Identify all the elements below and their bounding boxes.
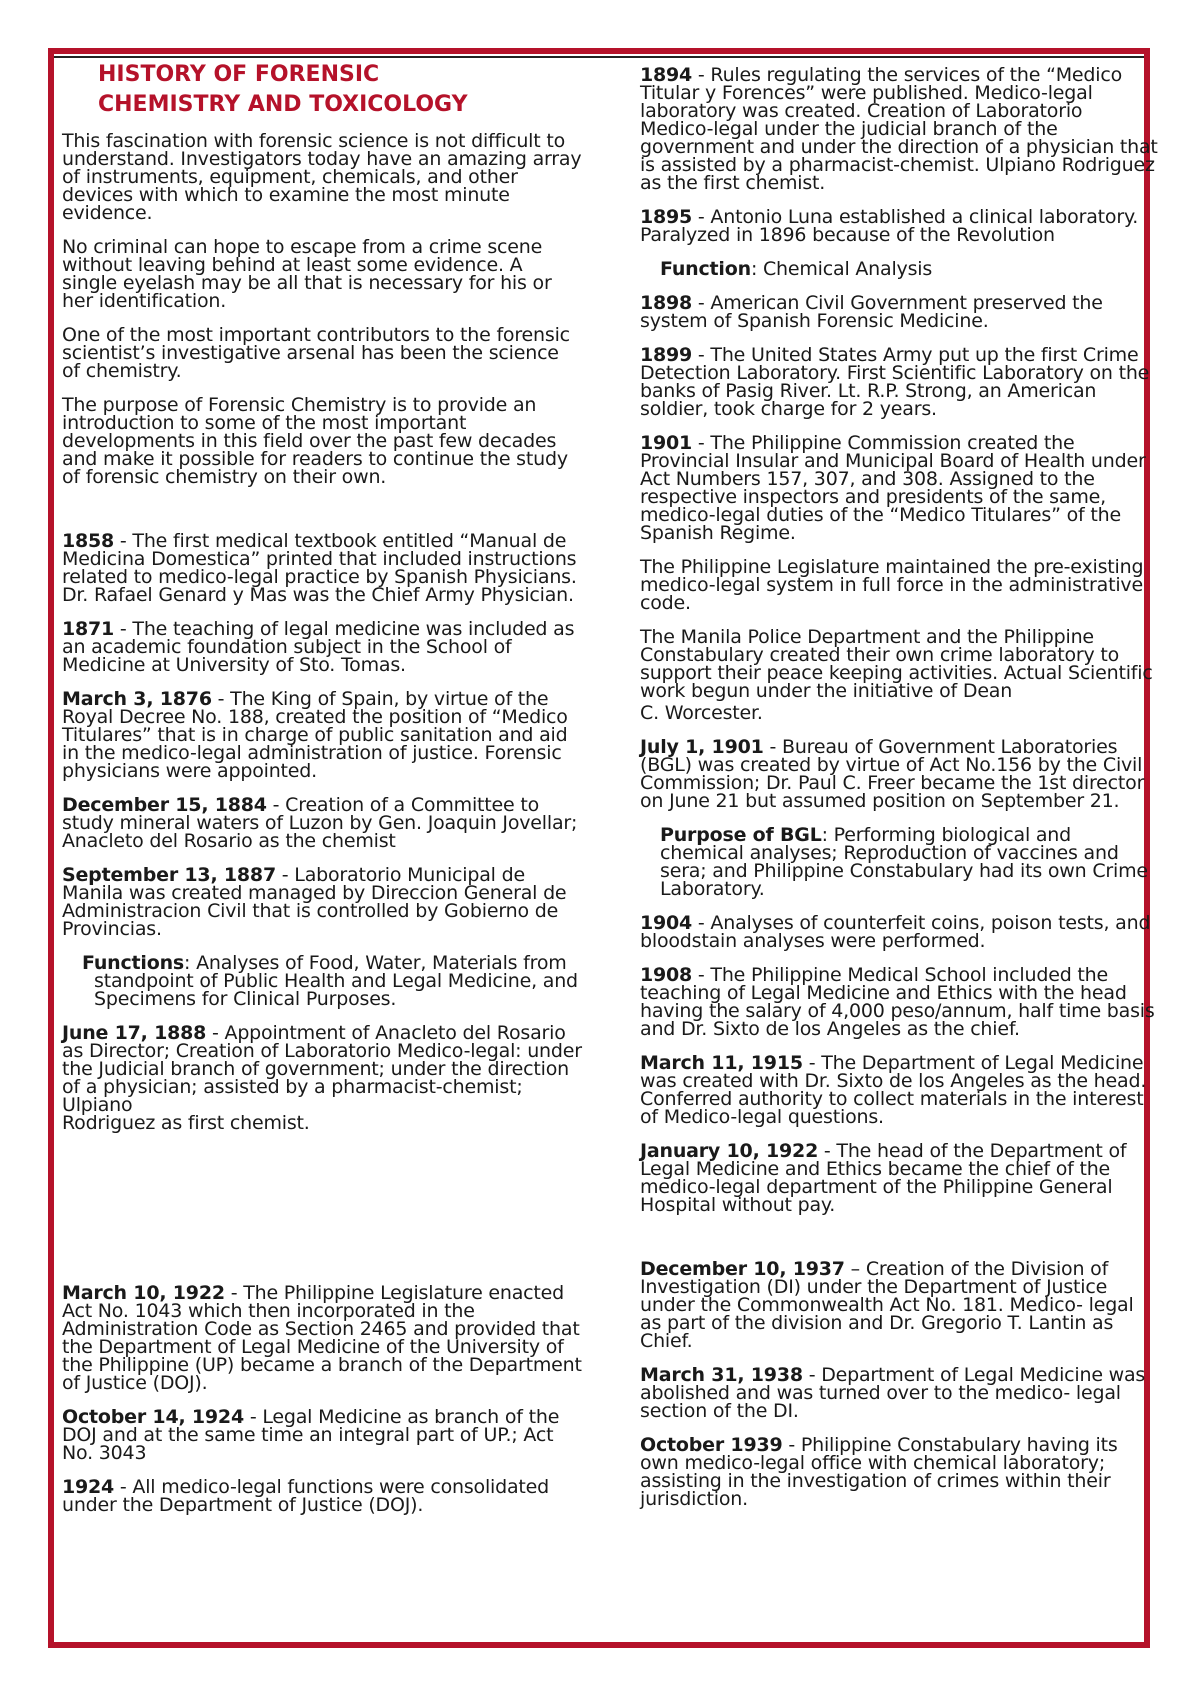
timeline-entry: January 10, 1922 - The head of the Department of Legal Medicine and Ethics became the chief of the medico-legal department of the Philippine General Hospital without pay. [640,1140,1127,1216]
intro-paragraph: This fascination with forensic science is not difficult to understand. Investigators today have an amazing array of instruments, equipment, chemicals, and other devices with which to examine the most minute evidence. [62,130,582,224]
timeline-entry: 1899 - The United States Army put up the first Crime Detection Laboratory. First Scientific Laboratory on the banks of Pasig River. Lt. R.P. Strong, an American soldier, took charge for 2 years. [640,344,1150,420]
top-rule [54,56,1144,58]
timeline-entry: December 10, 1937 – Creation of the Division of Investigation (DI) under the Department of Justice under the Commonwealth Act No. 181. Medico- legal as part of the division and Dr. Gregorio T. Lantin as Chief. [640,1258,1134,1352]
timeline-entry: March 10, 1922 - The Philippine Legislature enacted Act No. 1043 which then incorporated in the Administration Code as Section 2465 and provided that the Department of Legal Medicine of the University of the Philippine (UP) became a branch of the Department of Justice (DOJ). [62,1282,582,1394]
timeline-entry: 1894 - Rules regulating the services of the “Medico Titular y Forences” were published. Medico-legal laboratory was created. Creation of Laboratorio Medico-legal under the judicial branch of the government and under the direction of a physician that is assisted by a pharmacist-chemist. Ulpiano Rodriguez as the first chemist. [640,64,1158,194]
right-column [640,66,1160,1524]
timeline-entry: 1895 - Antonio Luna established a clinical laboratory. Paralyzed in 1896 because of the Revolution [640,206,1139,246]
timeline-entry: March 31, 1938 - Department of Legal Medicine was abolished and was turned over to the medico- legal section of the DI. [640,1364,1146,1422]
timeline-entry: 1858 - The first medical textbook entitled “Manual de Medicina Domestica” printed that included instructions related to medico-legal practice by Spanish Physicians. Dr. Rafael Genard y Mas was the Chief Army Physician. [62,530,577,606]
intro-paragraph: No criminal can hope to escape from a crime scene without leaving behind at least some evidence. A single eyelash may be all that is necessary for his or her identification. [62,236,552,312]
timeline-entry: September 13, 1887 - Laboratorio Municipal de Manila was created managed by Direccion General de Administracion Civil that is controlled by Gobierno de Provincias. [62,864,567,940]
body-paragraph: C. Worcester. [640,702,763,724]
timeline-entry: October 1939 - Philippine Constabulary having its own medico-legal office with chemical laboratory; assisting in the investigation of crimes within their jurisdiction. [640,1434,1118,1510]
intro-paragraph: The purpose of Forensic Chemistry is to provide an introduction to some of the most important developments in this field over the past few decades and make it possible for readers to continue the study of forensic chemistry on their own. [62,394,568,488]
timeline-entry: 1898 - American Civil Government preserved the system of Spanish Forensic Medicine. [640,292,1103,332]
timeline-entry: 1871 - The teaching of legal medicine was included as an academic foundation subject in the School of Medicine at University of Sto. Tomas. [62,618,575,676]
timeline-entry: 1904 - Analyses of counterfeit coins, poison tests, and bloodstain analyses were performed. [640,912,1151,952]
body-paragraph: The Manila Police Department and the Philippine Constabulary created their own crime laboratory to support their peace keeping activities. Actual Scientific work begun under the initiative of Dean [640,626,1153,702]
timeline-entry: March 11, 1915 - The Department of Legal Medicine was created with Dr. Sixto de los Angeles as the head. Conferred authority to collect materials in the interest of Medico-legal questions. [640,1052,1147,1128]
timeline-entry: 1908 - The Philippine Medical School included the teaching of Legal Medicine and Ethics with the head having the salary of 4,000 peso/annum, half time basis and Dr. Sixto de los Angeles as the chief. [640,964,1155,1040]
page-title: HISTORY OF FORENSIC CHEMISTRY AND TOXICOLOGY [98,62,468,117]
timeline-entry: 1901 - The Philippine Commission created the Provincial Insular and Municipal Board of Health under Act Numbers 157, 307, and 308. Assigned to the respective inspectors and presidents of the same, medico-legal duties of the “Medico Titulares” of the Spanish Regime. [640,432,1146,544]
functions-note: Functions: Analyses of Food, Water, Materials from standpoint of Public Health and Legal Medicine, and Specimens for Clinical Purposes. [82,952,578,1010]
timeline-entry: December 15, 1884 - Creation of a Committee to study mineral waters of Luzon by Gen. Joaquin Jovellar; Anacleto del Rosario as the chemist [62,794,578,852]
timeline-entry: March 3, 1876 - The King of Spain, by virtue of the Royal Decree No. 188, created the position of “Medico Titulares” that is in charge of public sanitation and aid in the medico-legal administration of justice. Forensic physicians were appointed. [62,688,568,782]
body-paragraph: The Philippine Legislature maintained the pre-existing medico-legal system in full force in the administrative code. [640,556,1144,614]
left-column [62,60,582,1530]
intro-paragraph: One of the most important contributors to the forensic scientist’s investigative arsenal has been the science of chemistry. [62,324,570,382]
function-note: Function: Chemical Analysis [660,258,933,280]
purpose-note: Purpose of BGL: Performing biological and chemical analyses; Reproduction of vaccines and sera; and Philippine Constabulary had its own Crime Laboratory. [660,824,1148,900]
timeline-entry: June 17, 1888 - Appointment of Anacleto del Rosario as Director; Creation of Laboratorio Medico-legal: under the Judicial branch of government; under the direction of a physician; assisted by a pharmacist-chemist; Ulpiano Rodriguez as first chemist. [62,1022,582,1134]
timeline-entry: 1924 - All medico-legal functions were consolidated under the Department of Justice (DOJ). [62,1476,550,1516]
timeline-entry: July 1, 1901 - Bureau of Government Laboratories (BGL) was created by virtue of Act No.156 by the Civil Commission; Dr. Paul C. Freer became the 1st director on June 21 but assumed position on September 21. [640,736,1145,812]
timeline-entry: October 14, 1924 - Legal Medicine as branch of the DOJ and at the same time an integral part of UP.; Act No. 3043 [62,1406,560,1464]
